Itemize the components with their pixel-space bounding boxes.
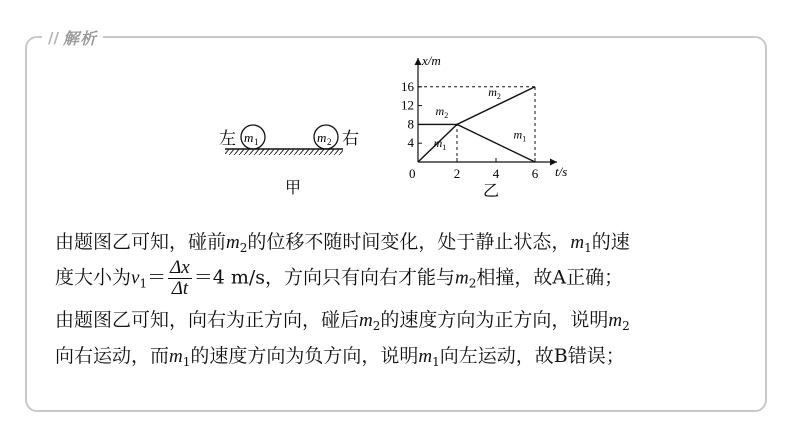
ball-m2-sub: 2 [327,137,332,147]
line2-var-m: m [455,267,469,289]
analysis-line-4 [55,338,625,380]
line2-var-v: v [131,267,140,289]
fraction-dx-dt [168,258,192,299]
line2-var-v-sub: 1 [139,276,148,291]
caption-jia: 甲 [285,180,302,197]
x-tick-label-4: 4 [492,166,500,181]
y-tick-label-4: 4 [407,135,414,151]
line4-text-b: 的速度方向为负方向，说明 [190,345,419,367]
line1-var-m-sub: 2 [239,241,248,255]
line1-var-m2: m [570,232,585,253]
line3-var-m-sub: 2 [372,319,381,333]
origin-label: 0 [409,166,416,181]
line1-text-a: 由题图乙可知，碰前 [55,231,227,253]
series-label-3: $m_1$ [513,127,527,144]
line2-text-a: 度大小为 [55,266,132,289]
line4-text-a: 向右运动，而 [55,345,170,367]
series-label-0: $m_2$ [435,104,449,120]
line3-text-a: 由题图乙可知，向右为正方向，碰后 [55,309,360,331]
y-axis-label: x/m [422,53,441,68]
line3-var-m: m [359,310,373,331]
caption-yi: 乙 [483,183,500,200]
line2-equals: ＝ [147,266,167,289]
line3-text-b: 的速度方向为正方向，说明 [380,309,609,331]
line2-text-b: ＝4 m/s，方向只有向右才能与 [193,266,456,289]
line1-text-b: 的位移不随时间变化，处于静止状态， [247,231,571,253]
fraction-denominator: Δt [171,278,189,299]
line4-text-c: 向左运动，故B错误； [439,345,625,367]
right-label: 右 [342,129,359,148]
y-tick-label-16: 16 [401,78,414,94]
line2-text-c: 相撞，故A正确； [476,266,624,289]
figure-yi-chart [395,50,595,200]
line4-var-m2-sub: 1 [432,355,440,369]
ball-m1-label: m [244,130,254,145]
line4-var-m2: m [418,346,433,367]
line1-text-c: 的速 [591,231,630,253]
line1-var-m: m [226,232,240,253]
ball-m1-sub: 1 [254,137,259,147]
series-label-2: $m_1$ [433,135,447,152]
line2-var-m-sub: 2 [468,276,477,291]
line4-var-m: m [169,346,183,367]
ground-hatch [225,149,343,155]
left-label: 左 [219,129,236,148]
y-tick-label-8: 8 [407,116,414,132]
analysis-tag [42,26,103,49]
x-tick-label-6: 6 [531,166,539,181]
ball-m2-label: m [317,130,327,145]
fraction-numerator: Δx [170,257,190,278]
tag-slashes: // [48,28,59,47]
tag-label: 解析 [62,29,97,48]
y-tick-label-12: 12 [401,97,414,113]
analysis-line-2 [55,258,623,302]
figure-jia [215,118,375,198]
line1-var-m2-sub: 1 [584,241,592,255]
x-tick-label-2: 2 [453,166,461,181]
line3-var-m2-sub: 2 [622,319,630,333]
line4-var-m-sub: 1 [182,355,191,369]
x-axis-label: t/s [555,164,568,179]
series-label-1: $m_2$ [488,85,501,102]
line3-var-m2: m [608,310,623,331]
